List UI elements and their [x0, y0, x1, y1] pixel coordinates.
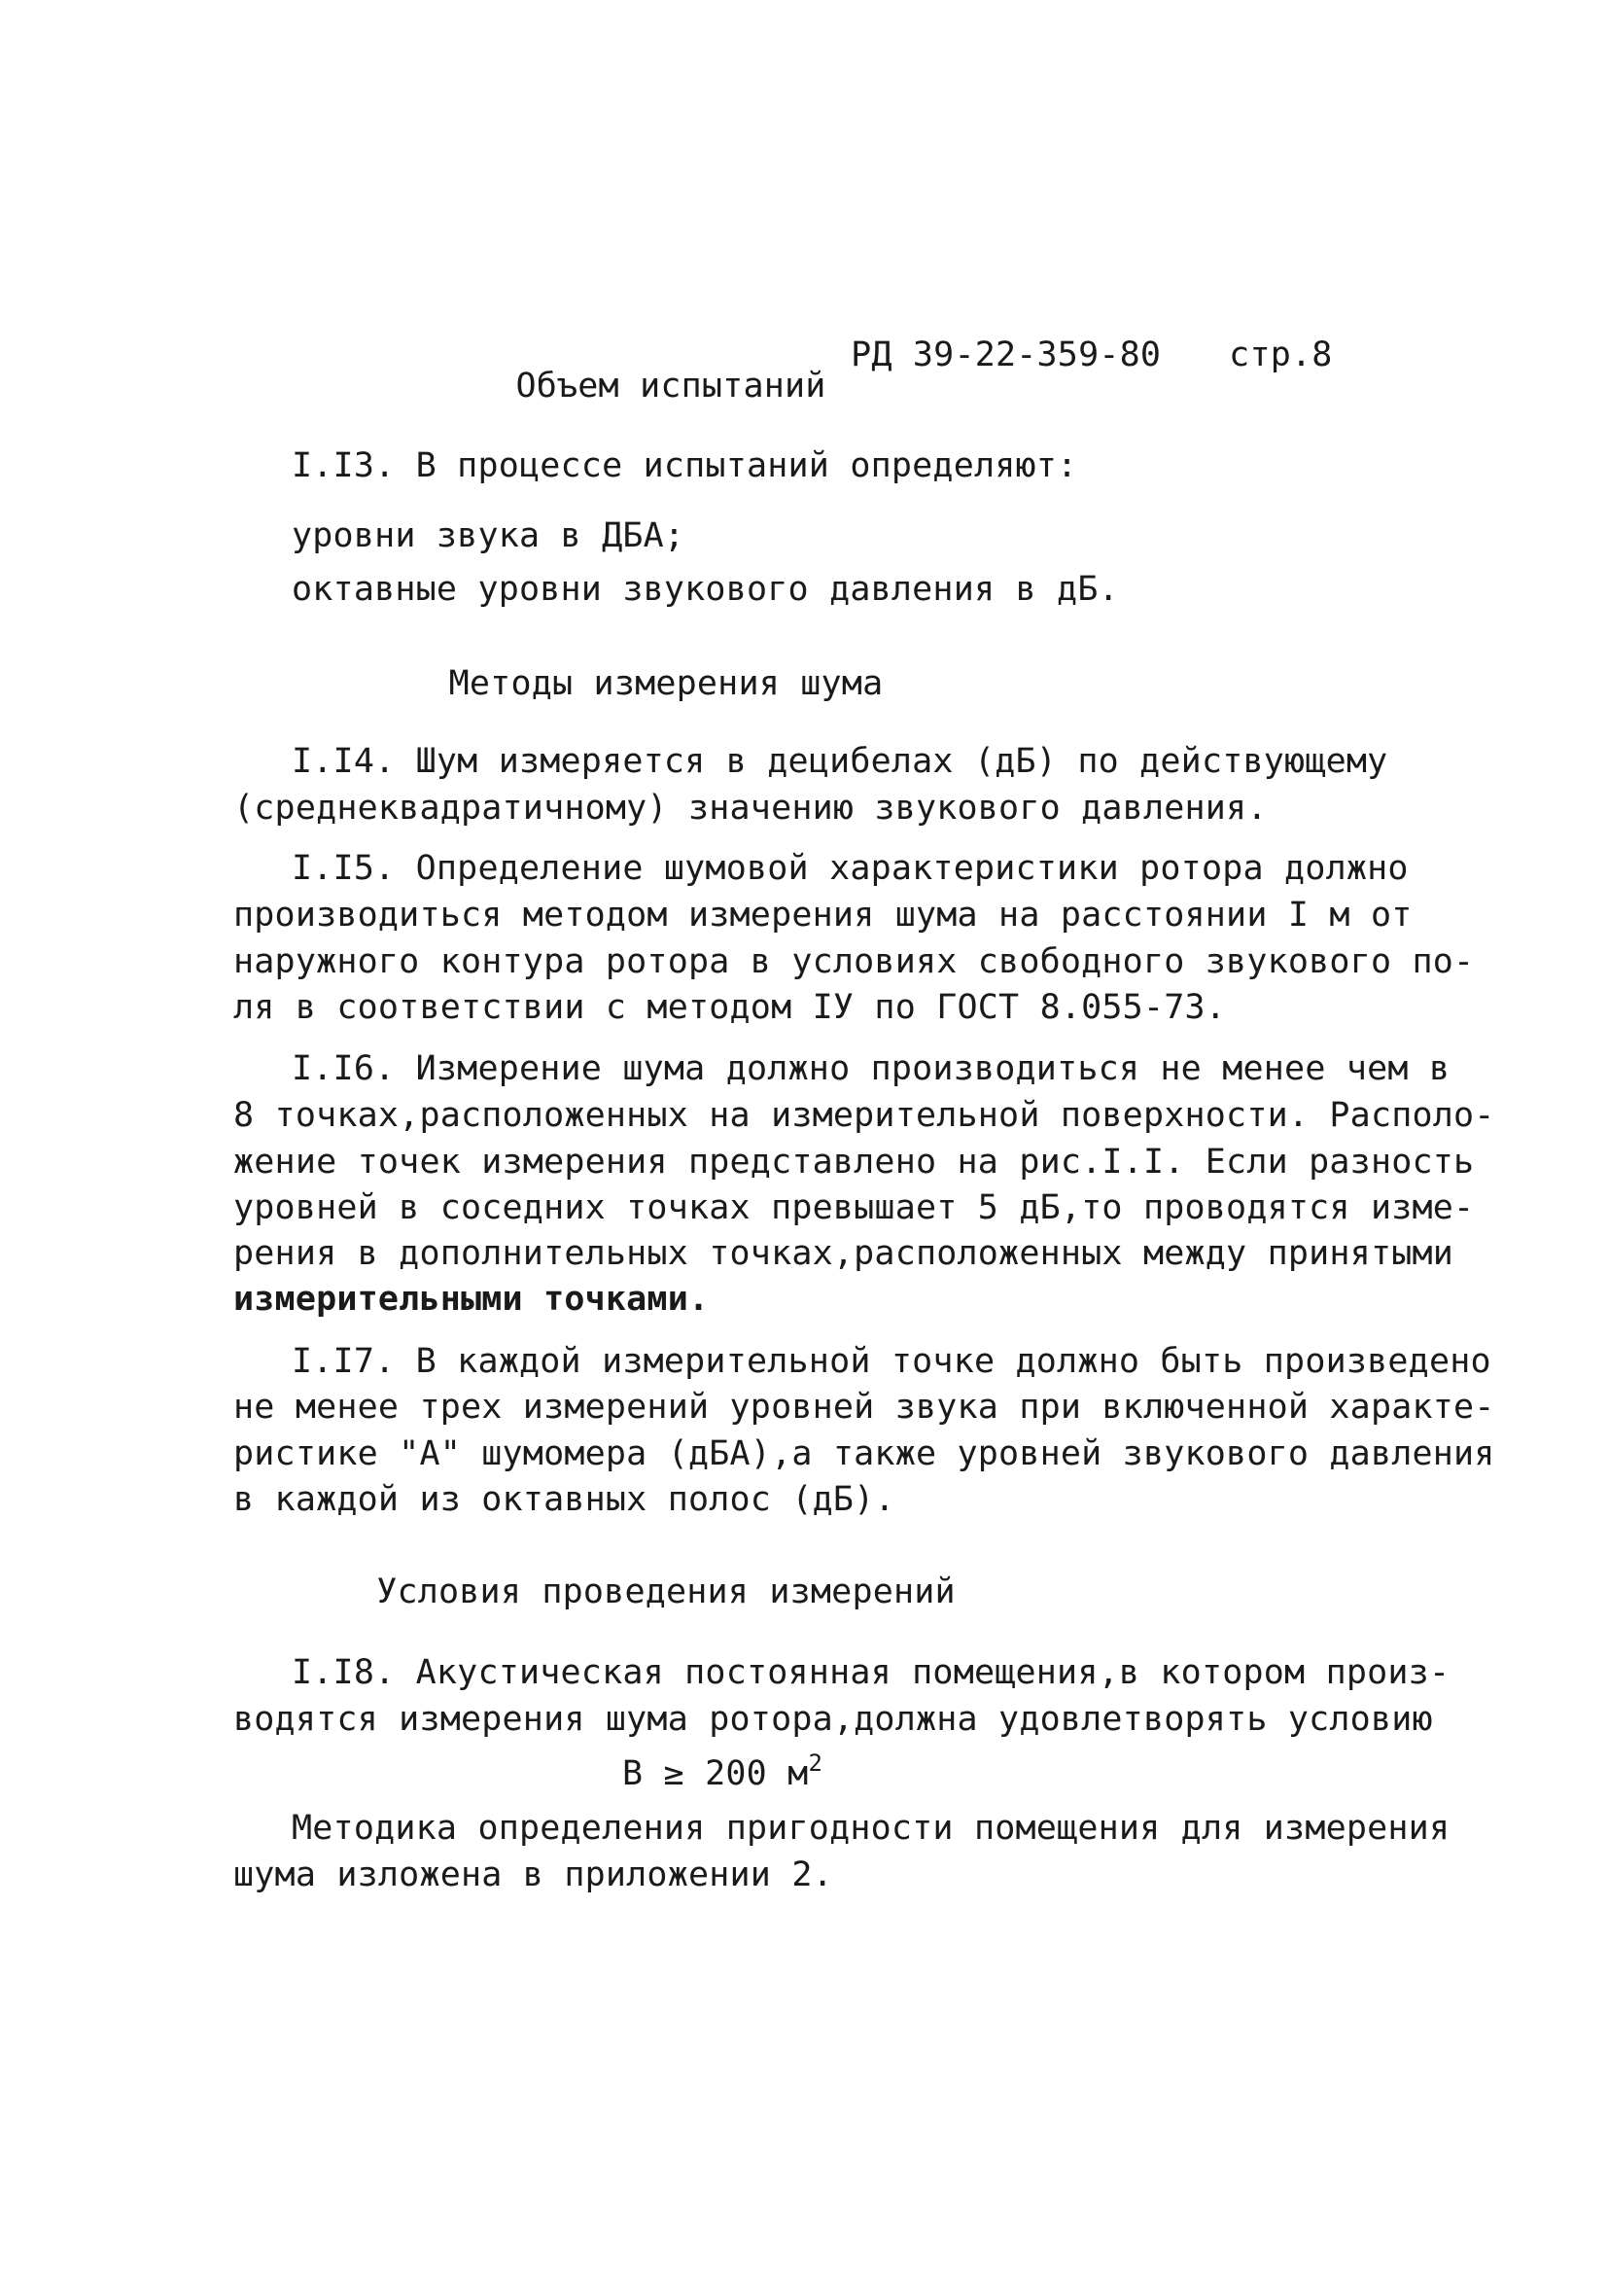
paragraph-1-17-line-3: ристике "А" шумомера (дБА),а также уровней звукового давления: [233, 1434, 1495, 1473]
paragraph-1-17-line-4: в каждой из октавных полос (дБ).: [233, 1480, 895, 1519]
document-code: РД 39-22-359-80: [851, 336, 1162, 374]
section-title-conditions: Условия проведения измерений: [376, 1572, 956, 1611]
section-title-methods: Методы измерения шума: [448, 664, 884, 703]
paragraph-1-13-line-3: октавные уровни звукового давления в дБ.: [292, 570, 1119, 609]
paragraph-1-15-line-3: наружного контура ротора в условиях свободного звукового по-: [233, 942, 1475, 981]
paragraph-1-16-line-6: измерительными точками.: [233, 1280, 710, 1319]
paragraph-1-17-line-1: I.I7. В каждой измерительной точке должно быть произведено: [292, 1342, 1491, 1381]
page-number: стр.8: [1229, 336, 1333, 374]
formula-exponent: 2: [808, 1749, 823, 1777]
method-note-line-1: Методика определения пригодности помещения для измерения: [292, 1809, 1451, 1848]
section-title-scope: Объем испытаний: [515, 367, 826, 406]
method-note-line-2: шума изложена в приложении 2.: [233, 1855, 833, 1894]
paragraph-1-18-line-2: водятся измерения шума ротора,должна удовлетворять условию: [233, 1700, 1433, 1739]
paragraph-1-13-line-1: I.I3. В процессе испытаний определяют:: [292, 446, 1078, 485]
paragraph-1-13-line-2: уровни звука в ДБА;: [292, 516, 685, 555]
paragraph-1-14-line-2: (среднеквадратичному) значению звукового давления.: [233, 789, 1268, 828]
paragraph-1-15-line-1: I.I5. Определение шумовой характеристики ротора должно: [292, 849, 1409, 888]
paragraph-1-17-line-2: не менее трех измерений уровней звука при включенной характе-: [233, 1388, 1495, 1427]
paragraph-1-16-line-5: рения в дополнительных точках,расположенных между принятыми: [233, 1234, 1454, 1273]
formula-main: В ≥ 200 м: [622, 1754, 809, 1793]
paragraph-1-16-line-1: I.I6. Измерение шума должно производиться не менее чем в: [292, 1049, 1451, 1088]
paragraph-1-15-line-2: производиться методом измерения шума на расстоянии I м от: [233, 896, 1413, 935]
paragraph-1-16-line-2: 8 точках,расположенных на измерительной поверхности. Располо-: [233, 1096, 1495, 1135]
room-constant-formula: [622, 1741, 822, 1796]
paragraph-1-15-line-4: ля в соответствии с методом IУ по ГОСТ 8.055-73.: [233, 988, 1227, 1027]
paragraph-1-16-line-4: уровней в соседних точках превышает 5 дБ,то проводятся изме-: [233, 1188, 1475, 1227]
paragraph-1-14-line-1: I.I4. Шум измеряется в децибелах (дБ) по действующему: [292, 742, 1388, 781]
paragraph-1-16-line-3: жение точек измерения представлено на рис.I.I. Если разность: [233, 1143, 1475, 1182]
paragraph-1-18-line-1: I.I8. Акустическая постоянная помещения,в котором произ-: [292, 1653, 1451, 1692]
